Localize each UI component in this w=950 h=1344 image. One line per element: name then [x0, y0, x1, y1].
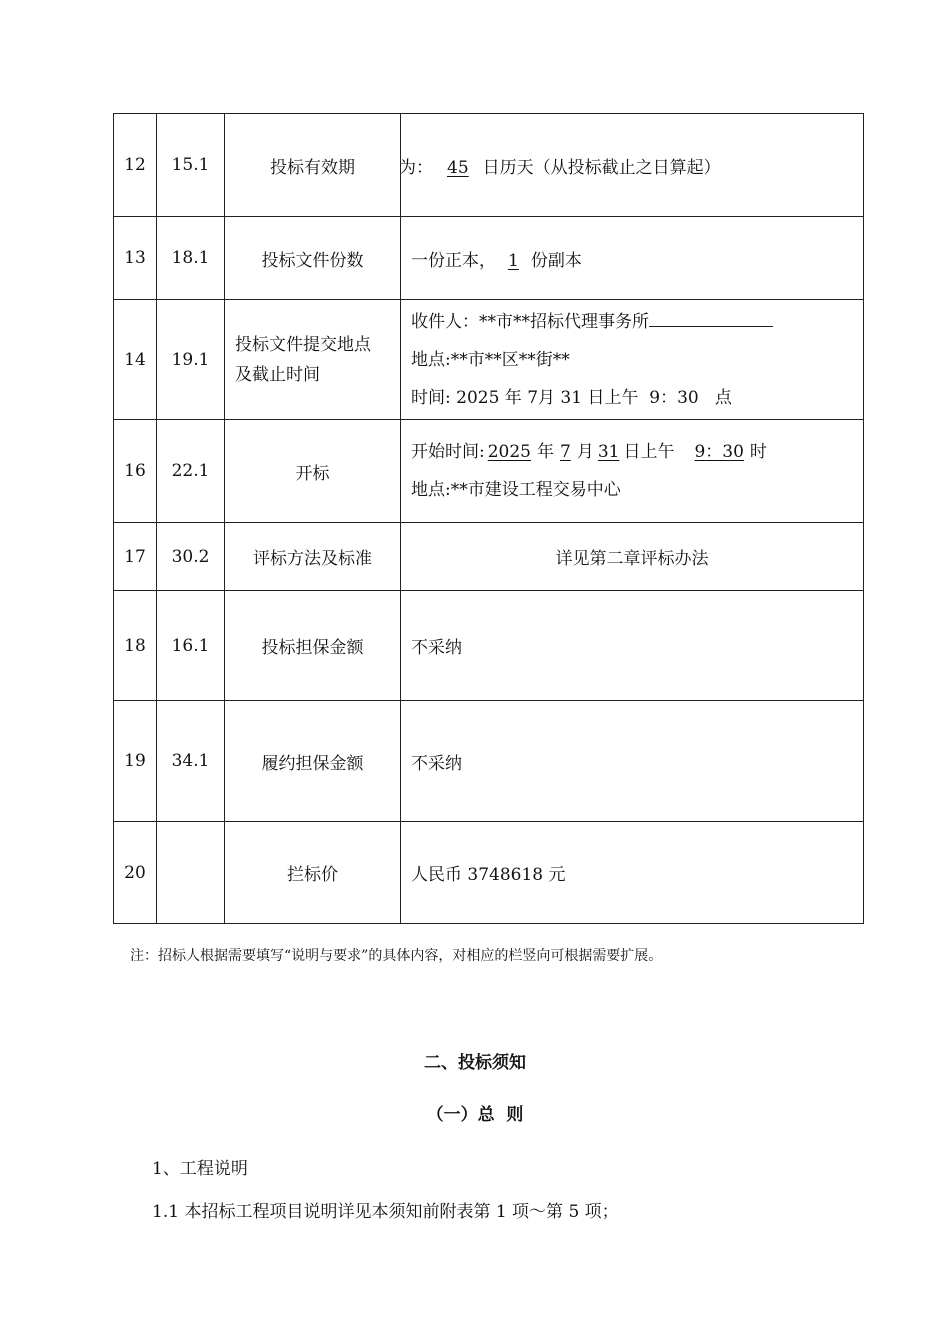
validity-suffix: 日历天（从投标截止之日算起）	[482, 157, 721, 178]
deadline-line: 时间: 2025 年 7月 31 日上午 9：30 点	[411, 387, 732, 408]
validity-prefix: 为：	[399, 157, 433, 178]
copies-count: 1	[508, 250, 519, 271]
item-description	[401, 217, 864, 300]
recipient-line	[411, 303, 863, 341]
clause-number: 18.1	[157, 217, 225, 300]
item-description: 人民币 3748618 元	[401, 822, 864, 924]
bid-data-table	[113, 113, 864, 924]
item-name: 拦标价	[225, 822, 401, 924]
row-number: 20	[114, 822, 157, 924]
row-number: 17	[114, 523, 157, 591]
recipient-text: 收件人：**市**招标代理事务所	[411, 311, 649, 332]
row-number: 13	[114, 217, 157, 300]
row-number: 18	[114, 591, 157, 701]
clock-unit: 时	[749, 442, 767, 462]
item-name: 评标方法及标准	[225, 523, 401, 591]
table-row	[114, 822, 864, 924]
paragraph: 1.1 本招标工程项目说明详见本须知前附表第 1 项～第 5 项；	[152, 1202, 619, 1222]
item-name-line: 及截止时间	[235, 364, 320, 385]
opening-day: 31	[597, 442, 620, 462]
item-name: 投标担保金额	[225, 591, 401, 701]
item-description	[401, 114, 864, 217]
clause-number	[157, 822, 225, 924]
item-name: 投标文件份数	[225, 217, 401, 300]
clause-number: 22.1	[157, 420, 225, 523]
item-description: 不采纳	[401, 591, 864, 701]
clause-number: 15.1	[157, 114, 225, 217]
item-name: 履约担保金额	[225, 701, 401, 822]
item-description	[401, 420, 864, 523]
item-name: 投标有效期	[225, 114, 401, 217]
opening-place-line: 地点:**市建设工程交易中心	[411, 480, 621, 500]
opening-year: 2025	[487, 442, 531, 462]
item-name-line: 投标文件提交地点	[235, 334, 371, 355]
clause-number: 19.1	[157, 300, 225, 420]
clause-number: 30.2	[157, 523, 225, 591]
item-description: 详见第二章评标办法	[401, 523, 864, 591]
place-line: 地点:**市**区**街**	[411, 349, 570, 370]
clause-number: 34.1	[157, 701, 225, 822]
copies-prefix: 一份正本，	[411, 250, 496, 271]
item-description: 不采纳	[401, 701, 864, 822]
section-title: 二、投标须知	[424, 1053, 526, 1073]
recipient-blank	[649, 308, 773, 327]
item-name	[225, 300, 401, 420]
opening-clock: 9：30	[694, 442, 744, 462]
table-row	[114, 523, 864, 591]
day-unit: 日上午	[623, 442, 675, 462]
year-unit: 年	[537, 442, 554, 462]
table-row	[114, 420, 864, 523]
item-description	[401, 300, 864, 420]
paragraph: 1、工程说明	[152, 1159, 248, 1179]
copies-suffix: 份副本	[530, 250, 582, 271]
opening-time-line	[411, 433, 863, 471]
table-row	[114, 300, 864, 420]
row-number: 14	[114, 300, 157, 420]
table-row	[114, 591, 864, 701]
table-note: 注：招标人根据需要填写“说明与要求”的具体内容，对相应的栏竖向可根据需要扩展。	[130, 948, 663, 964]
row-number: 16	[114, 420, 157, 523]
row-number: 12	[114, 114, 157, 217]
table-row	[114, 217, 864, 300]
subsection-title: （一）总 则	[426, 1105, 524, 1125]
item-name: 开标	[225, 420, 401, 523]
table-row	[114, 701, 864, 822]
opening-time-label: 开始时间:	[411, 442, 485, 462]
validity-days: 45	[447, 157, 469, 178]
clause-number: 16.1	[157, 591, 225, 701]
table-row	[114, 114, 864, 217]
opening-month: 7	[560, 442, 571, 462]
row-number: 19	[114, 701, 157, 822]
month-unit: 月	[576, 442, 594, 462]
